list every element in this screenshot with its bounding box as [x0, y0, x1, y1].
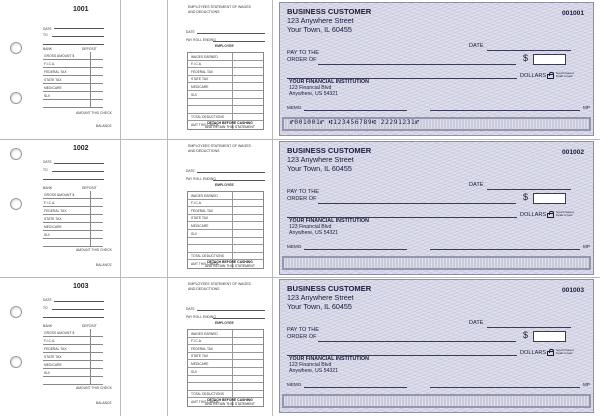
stub-number: 1001 [73, 6, 89, 13]
business-address-2: Your Town, IL 60455 [287, 163, 352, 173]
dollar-sign: $ [523, 192, 529, 202]
stub-number: 1002 [73, 145, 89, 152]
earnings-title: EMPLOYEES STATEMENT OF WAGES AND DEDUCTIONS [188, 282, 251, 291]
bank-address-1: 123 Financial Blvd [289, 224, 332, 230]
business-address-2: Your Town, IL 60455 [287, 301, 352, 311]
bank-address-1: 123 Financial Blvd [289, 85, 332, 91]
bank-address-2: Anywhere, US 54321 [289, 230, 339, 236]
check-number: 001001 [561, 10, 584, 17]
business-address-2: Your Town, IL 60455 [287, 24, 352, 34]
dollars-label: DOLLARS [520, 350, 547, 356]
stub-number: 1003 [73, 283, 89, 290]
stub-date-label: DATE [43, 27, 52, 31]
check-set-2: 1002 DATE TO BANK DEPOSIT GROSS AMOUNT $ F.I.C.A. FEDERAL TAX STATE TAX MEDICARE SUI AMOUNT THIS CHECK BALANCE EMPLOYEES STATEMENT OF WAGES AND DEDUCTIONS DATE PAY ROLL ENDING EMPLOYEE WAGES EARNED F.I.C.A. FEDERAL TAX STATE TAX MEDICARE SUI TOTAL DEDUCTIONS AMT THIS CHECK DETACH BEFORE CASHING AND RETAIN THIS STATEMENT BUSINESS CUSTOMER 123 Anywhere Street Your Town, IL 60455 001002 DATE PAY TO THE ORDER OF $ DOLLARS Security features. Details on back. YOUR FINANCIAL INSTITUTION 123 Financial Blvd Anywhere, US 54321 MEMO MP [0, 139, 600, 278]
dollar-sign: $ [523, 53, 529, 63]
pay-to-label: PAY TO THE [287, 50, 320, 56]
order-of-label: ORDER OF [287, 57, 317, 63]
date-line [487, 50, 571, 51]
bank-name: YOUR FINANCIAL INSTITUTION [289, 79, 369, 85]
stub-bank-label: BANK [43, 47, 53, 51]
padlock-icon [547, 351, 554, 356]
stub-ledger: GROSS AMOUNT $ F.I.C.A. FEDERAL TAX STATE TAX MEDICARE SUI [43, 329, 103, 385]
padlock-icon [547, 74, 554, 79]
dollar-sign: $ [523, 330, 529, 340]
earnings-table: WAGES EARNED F.I.C.A. FEDERAL TAX STATE TAX MEDICARE SUI TOTAL DEDUCTIONS AMT THIS CHECK [187, 191, 264, 269]
check-number: 001003 [561, 287, 584, 294]
bank-address-2: Anywhere, US 54321 [289, 368, 339, 374]
check-set-1 [0, 0, 600, 139]
detach-note: DETACH BEFORE CASHING AND RETAIN THIS STATEMENT [205, 398, 255, 407]
dollars-label: DOLLARS [520, 73, 547, 79]
amount-box[interactable] [533, 331, 566, 342]
micr-line: ⑈001001⑈ ⑆123456789⑆ 22291231⑈ [290, 119, 420, 126]
stub-ledger: GROSS AMOUNT $ F.I.C.A. FEDERAL TAX STATE TAX MEDICARE SUI [43, 52, 103, 108]
check-border-band [282, 256, 591, 270]
amount-box[interactable] [533, 193, 566, 204]
memo-label: MEMO [287, 244, 302, 249]
business-name: BUSINESS CUSTOMER [287, 7, 372, 16]
dollars-label: DOLLARS [520, 212, 547, 218]
earnings-payroll-label: PAY ROLL ENDING [186, 38, 216, 42]
date-label: DATE [469, 320, 484, 326]
earnings-title: EMPLOYEES STATEMENT OF WAGES AND DEDUCTIONS [188, 5, 251, 14]
earnings-table: WAGES EARNED F.I.C.A. FEDERAL TAX STATE TAX MEDICARE SUI TOTAL DEDUCTIONS AMT THIS CHECK [187, 52, 264, 130]
security-features-text: Security features. Details on back. [556, 349, 575, 355]
check [279, 2, 594, 136]
amount-box[interactable] [533, 54, 566, 65]
bank-address-2: Anywhere, US 54321 [289, 91, 339, 97]
stub-ledger: GROSS AMOUNT $ F.I.C.A. FEDERAL TAX STATE TAX MEDICARE SUI [43, 191, 103, 247]
check-set-3: 1003 DATE TO BANK DEPOSIT GROSS AMOUNT $ F.I.C.A. FEDERAL TAX STATE TAX MEDICARE SUI AMOUNT THIS CHECK BALANCE EMPLOYEES STATEMENT OF WAGES AND DEDUCTIONS DATE PAY ROLL ENDING EMPLOYEE WAGES EARNED F.I.C.A. FEDERAL TAX STATE TAX MEDICARE SUI TOTAL DEDUCTIONS AMT THIS CHECK DETACH BEFORE CASHING AND RETAIN THIS STATEMENT BUSINESS CUSTOMER 123 Anywhere Street Your Town, IL 60455 001003 DATE PAY TO THE ORDER OF $ DOLLARS Security features. Details on back. YOUR FINANCIAL INSTITUTION 123 Financial Blvd Anywhere, US 54321 MEMO MP [0, 277, 600, 416]
padlock-icon [547, 213, 554, 218]
date-label: DATE [469, 182, 484, 188]
payee-line [318, 64, 516, 65]
detach-note: DETACH BEFORE CASHING AND RETAIN THIS STATEMENT [205, 260, 255, 269]
check-number: 001002 [561, 149, 584, 156]
earnings-employee-label: EMPLOYEE [215, 44, 234, 48]
stub-balance-label: BALANCE [96, 124, 112, 128]
pay-to-label: PAY TO THE [287, 189, 320, 195]
bank-address-1: 123 Financial Blvd [289, 362, 332, 368]
earnings-title: EMPLOYEES STATEMENT OF WAGES AND DEDUCTIONS [188, 144, 251, 153]
check [279, 141, 594, 275]
memo-label: MEMO [287, 382, 302, 387]
business-name: BUSINESS CUSTOMER [287, 146, 372, 155]
stub-amount-this-check: AMOUNT THIS CHECK [76, 111, 112, 115]
order-of-label: ORDER OF [287, 334, 317, 340]
memo-label: MEMO [287, 105, 302, 110]
stub-to-label: TO [43, 33, 48, 37]
security-features-text: Security features. Details on back. [556, 211, 575, 217]
memo-line [304, 110, 407, 111]
stub-deposit-label: DEPOSIT [82, 47, 97, 51]
bank-name: YOUR FINANCIAL INSTITUTION [289, 356, 369, 362]
mp-label: MP [583, 382, 590, 387]
mp-label: MP [583, 105, 590, 110]
check-border-band [282, 394, 591, 408]
business-address-1: 123 Anywhere Street [287, 293, 354, 302]
security-features-text: Security features. Details on back. [556, 72, 575, 78]
mp-label: MP [583, 244, 590, 249]
order-of-label: ORDER OF [287, 196, 317, 202]
business-address-1: 123 Anywhere Street [287, 155, 354, 164]
date-label: DATE [469, 43, 484, 49]
signature-line [430, 110, 580, 111]
detach-note: DETACH BEFORE CASHING AND RETAIN THIS STATEMENT [205, 121, 255, 130]
earnings-table: WAGES EARNED F.I.C.A. FEDERAL TAX STATE TAX MEDICARE SUI TOTAL DEDUCTIONS AMT THIS CHECK [187, 329, 264, 407]
earnings-date-label: DATE [186, 30, 195, 34]
check [279, 279, 594, 413]
business-address-1: 123 Anywhere Street [287, 16, 354, 25]
pay-to-label: PAY TO THE [287, 327, 320, 333]
business-name: BUSINESS CUSTOMER [287, 284, 372, 293]
bank-name: YOUR FINANCIAL INSTITUTION [289, 218, 369, 224]
